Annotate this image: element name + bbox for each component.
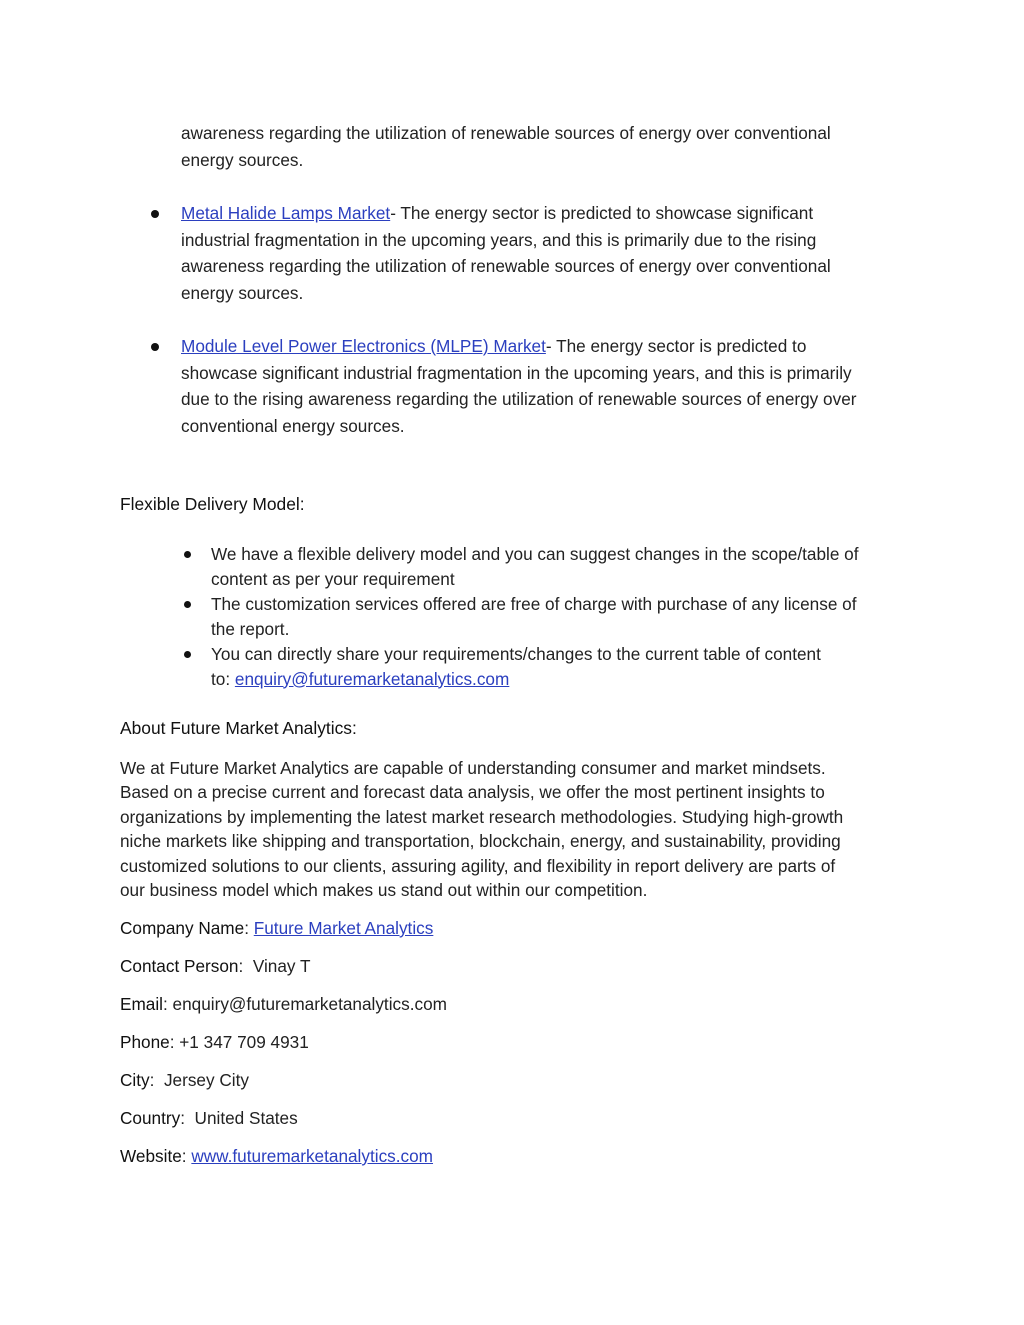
phone-label: Phone — [120, 1032, 170, 1052]
company-name-label: Company Name — [120, 918, 245, 938]
market-item-line: awareness regarding the utilization of renewable sources of energy over conventional — [181, 256, 831, 277]
delivery-bullet-line: the report. — [211, 618, 290, 639]
delivery-bullet-line: content as per your requirement — [211, 568, 455, 589]
delivery-bullet-3 — [211, 642, 911, 692]
country-row — [120, 1106, 298, 1130]
country-value: United States — [194, 1108, 298, 1128]
market-item-line: showcase significant industrial fragmentation in the upcoming years, and this is primarily — [181, 362, 852, 383]
delivery-bullet-line — [211, 667, 911, 692]
market-item-line: energy sources. — [181, 282, 304, 303]
market-item-mlpe — [181, 333, 921, 439]
market-item-line: conventional energy sources. — [181, 415, 405, 436]
city-label: City — [120, 1070, 150, 1090]
contact-person-row — [120, 954, 310, 978]
metal-halide-lamps-link[interactable]: Metal Halide Lamps Market — [181, 203, 391, 223]
intro-line-1: awareness regarding the utilization of renewable sources of energy over conventional — [181, 123, 831, 143]
separator: : — [169, 1032, 175, 1052]
market-item-line: due to the rising awareness regarding the utilization of renewable sources of energy over — [181, 389, 857, 410]
bullet-dot-icon — [184, 651, 191, 658]
about-line: our business model which makes us stand out within our competition. — [120, 880, 648, 901]
bullet-dot-icon — [184, 551, 191, 558]
email-value: enquiry@futuremarketanalytics.com — [172, 994, 447, 1014]
contact-person-label: Contact Person — [120, 956, 239, 976]
phone-row — [120, 1030, 309, 1054]
city-row — [120, 1068, 249, 1092]
delivery-heading: Flexible Delivery Model: — [120, 494, 305, 514]
delivery-bullet-line: The customization services offered are free of charge with purchase of any license of — [211, 594, 857, 614]
separator: : — [180, 1108, 185, 1128]
about-line: niche markets like shipping and transportation, blockchain, energy, and sustainability, providing — [120, 831, 841, 852]
about-line: We at Future Market Analytics are capable of understanding consumer and market mindsets. — [120, 758, 826, 778]
about-line: organizations by implementing the latest market research methodologies. Studying high-growth — [120, 806, 844, 827]
market-item-text: - The energy sector is predicted to showcase significant — [390, 203, 814, 223]
about-line: Based on a precise current and forecast data analysis, we offer the most pertinent insights to — [120, 782, 825, 803]
website-row — [120, 1144, 433, 1168]
bullet-dot-icon — [184, 601, 191, 608]
separator: : — [162, 994, 168, 1014]
bullet-dot-icon — [151, 210, 159, 218]
company-name-link[interactable]: Future Market Analytics — [253, 918, 434, 938]
email-label: Email — [120, 994, 163, 1014]
separator: : — [149, 1070, 155, 1090]
intro-line-2: energy sources. — [181, 149, 304, 170]
phone-value: +1 347 709 4931 — [179, 1032, 309, 1052]
market-item-line — [181, 200, 911, 227]
city-value: Jersey City — [163, 1070, 249, 1090]
separator: : — [244, 918, 249, 938]
company-name-row — [120, 916, 433, 940]
delivery-bullet-1 — [211, 542, 911, 592]
website-label: Website — [120, 1146, 182, 1166]
website-link[interactable]: www.futuremarketanalytics.com — [191, 1146, 434, 1166]
market-item-line — [181, 333, 921, 360]
about-heading: About Future Market Analytics: — [120, 718, 357, 738]
market-item-line: industrial fragmentation in the upcoming years, and this is primarily due to the rising — [181, 229, 817, 250]
delivery-bullet-2 — [211, 592, 911, 642]
bullet-dot-icon — [151, 343, 159, 351]
enquiry-email-link[interactable]: enquiry@futuremarketanalytics.com — [234, 668, 510, 689]
about-paragraph — [120, 756, 910, 902]
delivery-bullet-prefix: to: — [211, 668, 235, 689]
intro-continuation — [181, 120, 911, 173]
market-item-metal-halide — [181, 200, 911, 306]
separator: : — [181, 1146, 187, 1166]
mlpe-market-link[interactable]: Module Level Power Electronics (MLPE) Market — [181, 336, 546, 356]
market-item-text: - The energy sector is predicted to — [545, 336, 807, 356]
delivery-bullet-line: You can directly share your requirements/changes to the current table of content — [211, 644, 821, 664]
separator: : — [238, 956, 244, 976]
about-line: customized solutions to our clients, assuring agility, and flexibility in report delivery are parts of — [120, 855, 836, 876]
delivery-bullet-line: We have a flexible delivery model and you can suggest changes in the scope/table of — [211, 544, 859, 564]
email-row — [120, 992, 447, 1016]
country-label: Country — [120, 1108, 181, 1128]
contact-person-value: Vinay T — [252, 956, 311, 976]
